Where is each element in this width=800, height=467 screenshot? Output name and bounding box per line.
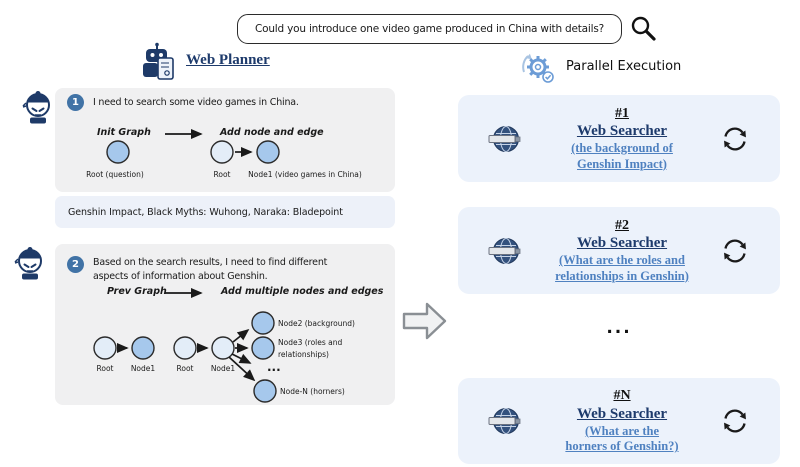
prev-root-label: Root: [96, 364, 114, 373]
node1-label: Node1: [210, 364, 236, 373]
parallel-execution-title: Parallel Execution: [566, 59, 682, 74]
flow-arrow-icon: [402, 299, 448, 343]
nodeN-label: Node-N (horners): [280, 387, 345, 396]
node2-label: Node2 (background): [278, 319, 355, 328]
refresh-icon: [720, 124, 750, 154]
search-query-line2: horners of Genshin?): [565, 439, 679, 454]
card-number: #N: [613, 388, 631, 404]
root-node: [174, 337, 196, 359]
card-number: #2: [615, 217, 629, 233]
search-results-box: [55, 196, 395, 228]
globe-icon: [488, 237, 524, 265]
step2-panel: [55, 244, 395, 405]
web-searcher-card-N: [458, 378, 780, 464]
search-query-line2: Genshin Impact): [577, 156, 667, 171]
web-searcher-title: Web Searcher: [576, 405, 668, 422]
web-searcher-title: Web Searcher: [576, 123, 668, 140]
refresh-icon: [720, 236, 750, 266]
prev-graph-label: Prev Graph: [107, 286, 167, 297]
step1-thought-text: I need to search some video games in China.: [93, 97, 299, 108]
node1-node: [257, 141, 279, 163]
root-node: [211, 141, 233, 163]
node3-label-line2: relationships): [278, 350, 329, 359]
node2-node: [252, 312, 274, 334]
step1-panel: [55, 88, 395, 192]
web-searcher-card-2: [458, 207, 780, 294]
prev-node1-node: [132, 337, 154, 359]
search-query-line1: (What are the: [584, 423, 660, 438]
step1-graph-diagram: [55, 88, 395, 192]
globe-icon: [488, 125, 524, 153]
node3-node: [252, 337, 274, 359]
web-searcher-card-1: [458, 95, 780, 182]
root-question-node: [107, 141, 129, 163]
more-nodes-ellipsis: ...: [267, 360, 281, 374]
more-searchers-ellipsis: ...: [606, 318, 632, 338]
globe-icon: [488, 407, 524, 435]
node1-label: Node1 (video games in China): [248, 170, 362, 179]
step2-thought-line2: aspects of information about Genshin.: [93, 271, 268, 282]
root-label: Root: [213, 170, 231, 179]
robot-planner-icon: [138, 42, 178, 80]
card-number: #1: [615, 105, 629, 121]
planner-mascot-avatar: [22, 90, 52, 124]
parallel-execution-gear-icon: [521, 50, 555, 84]
prev-root-node: [94, 337, 116, 359]
search-query-line1: (the background of: [571, 141, 673, 155]
step1-badge: 1: [67, 94, 84, 111]
query-box: [237, 14, 622, 44]
node1-node: [212, 337, 234, 359]
web-searcher-title: Web Searcher: [576, 235, 668, 252]
add-node-edge-label: Add node and edge: [220, 127, 324, 138]
step2-graph-diagram: [55, 244, 395, 405]
add-multiple-nodes-label: Add multiple nodes and edges: [221, 286, 384, 297]
node3-label-line1: Node3 (roles and: [278, 338, 343, 347]
search-results-text: Genshin Impact, Black Myths: Wuhong, Naraka: Bladepoint: [68, 206, 343, 218]
query-text: Could you introduce one video game produced in China with details?: [254, 23, 604, 35]
planner-mascot-avatar: [14, 246, 44, 280]
step2-badge: 2: [67, 256, 84, 273]
init-graph-label: Init Graph: [97, 127, 151, 138]
root-label: Root: [176, 364, 194, 373]
prev-node1-label: Node1: [130, 364, 156, 373]
search-query-line1: (What are the roles and: [559, 253, 685, 267]
search-query-line2: relationships in Genshin): [555, 268, 689, 283]
nodeN-node: [254, 380, 276, 402]
web-planner-title: Web Planner: [186, 52, 270, 68]
step2-thought-line1: Based on the search results, I need to find different: [93, 257, 328, 268]
refresh-icon: [720, 406, 750, 436]
root-question-label: Root (question): [86, 170, 144, 179]
search-icon: [630, 15, 658, 43]
